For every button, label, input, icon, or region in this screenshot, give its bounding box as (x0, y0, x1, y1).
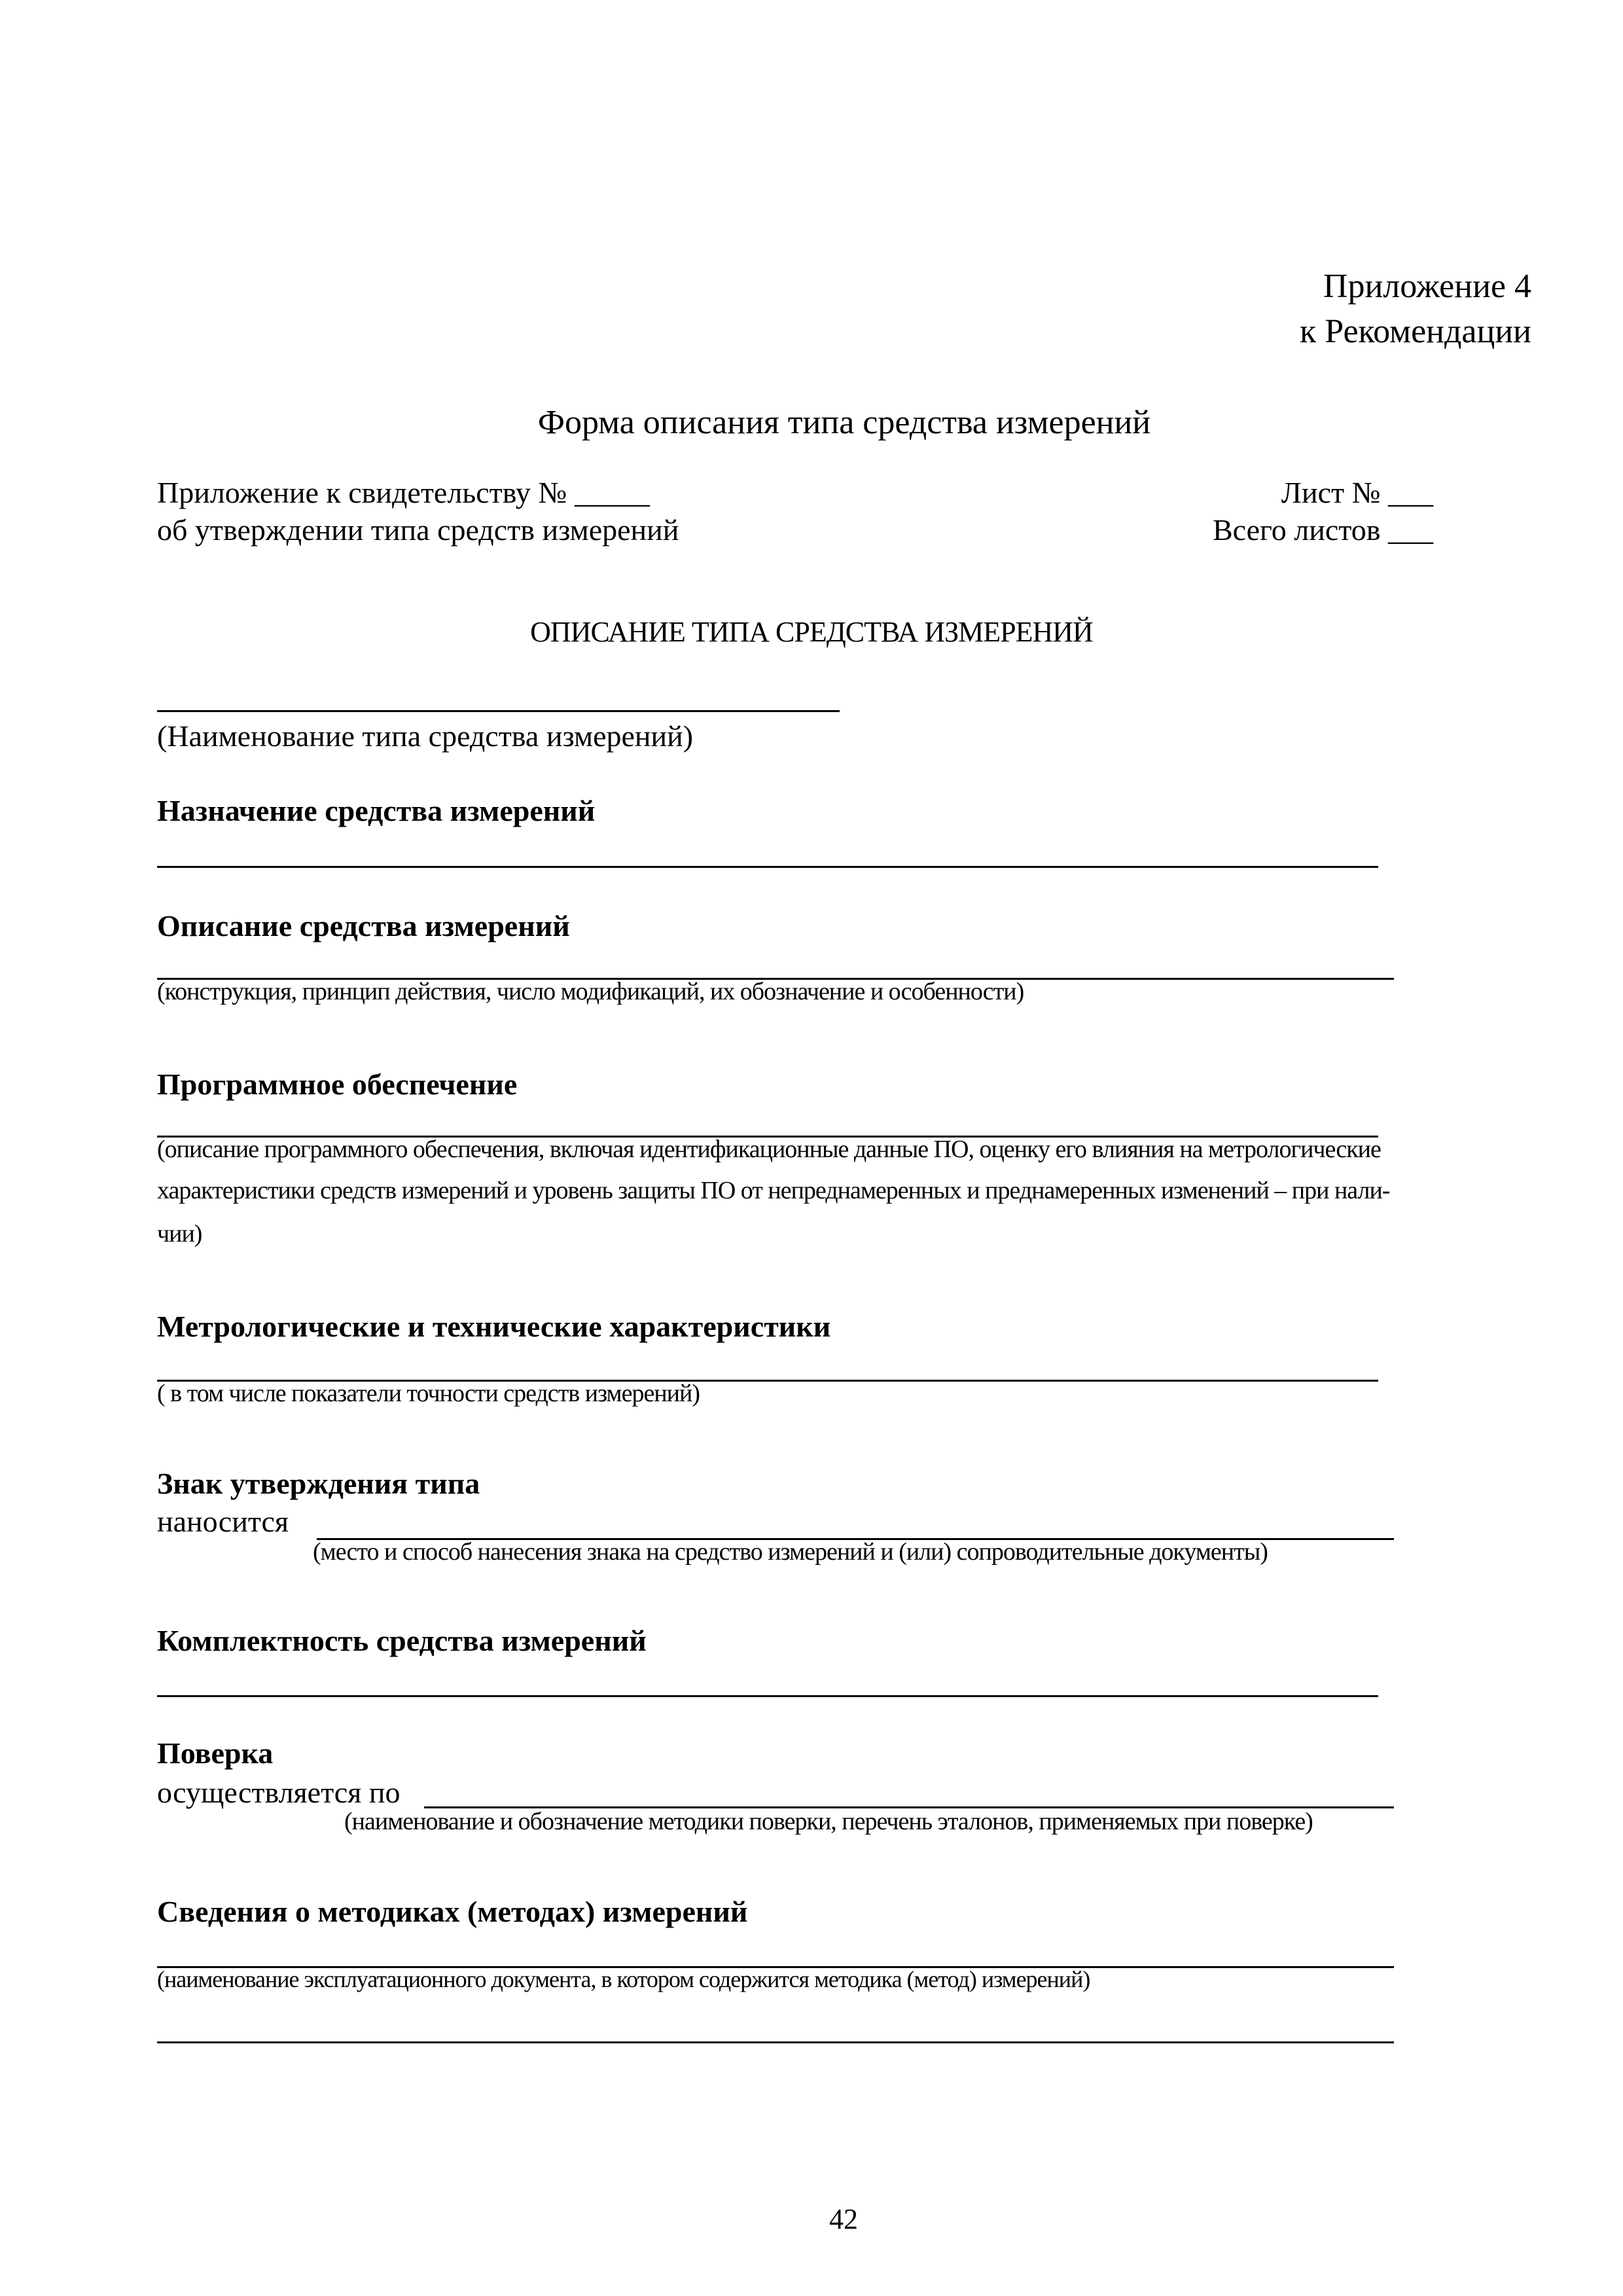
software-caption-line3: чии) (157, 1220, 202, 1247)
main-title: ОПИСАНИЕ ТИПА СРЕДСТВА ИЗМЕРЕНИЙ (530, 616, 1093, 648)
characteristics-heading: Метрологические и технические характеристики (157, 1310, 831, 1343)
verification-prefix: осуществляется по (157, 1776, 401, 1809)
appendix-number: Приложение 4 (1323, 268, 1531, 305)
approval-mark-caption: (место и способ нанесения знака на средство измерений и (или) сопроводительные документы) (313, 1538, 1268, 1566)
appendix-reference: к Рекомендации (1299, 313, 1531, 350)
software-caption-line2: характеристики средств измерений и уровень защиты ПО от непреднамеренных и преднамеренных изменений – при нали- (157, 1177, 1390, 1204)
certificate-appendix-label: Приложение к свидетельству № _____ (157, 476, 650, 509)
approval-mark-prefix: наносится (157, 1505, 289, 1538)
completeness-heading: Комплектность средства измерений (157, 1624, 647, 1657)
type-name-line (157, 710, 840, 712)
description-heading: Описание средства измерений (157, 909, 570, 942)
type-name-caption: (Наименование типа средства измерений) (157, 719, 694, 753)
verification-heading: Поверка (157, 1736, 274, 1770)
purpose-heading: Назначение средства измерений (157, 794, 596, 827)
total-sheets-label: Всего листов ___ (1212, 513, 1433, 547)
methods-extra-line (157, 2041, 1394, 2043)
completeness-line (157, 1695, 1378, 1697)
approval-label: об утверждении типа средств измерений (157, 513, 679, 547)
form-title: Форма описания типа средства измерений (537, 404, 1151, 441)
approval-mark-heading: Знак утверждения типа (157, 1467, 480, 1500)
characteristics-caption: ( в том числе показатели точности средств измерений) (157, 1380, 700, 1407)
software-caption-line1: (описание программного обеспечения, включая идентификационные данные ПО, оценку его влияния на метрологические (157, 1136, 1381, 1163)
methods-caption: (наименование эксплуатационного документа, в котором содержится методика (метод) измерений) (157, 1966, 1090, 1992)
verification-caption: (наименование и обозначение методики поверки, перечень эталонов, применяемых при поверке) (344, 1808, 1313, 1835)
methods-heading: Сведения о методиках (методах) измерений (157, 1895, 748, 1928)
sheet-number-label: Лист № ___ (1281, 476, 1433, 509)
purpose-line (157, 866, 1378, 868)
software-heading: Программное обеспечение (157, 1067, 518, 1101)
description-caption: (конструкция, принцип действия, число модификаций, их обозначение и особенности) (157, 978, 1024, 1005)
page-number: 42 (829, 2203, 858, 2235)
